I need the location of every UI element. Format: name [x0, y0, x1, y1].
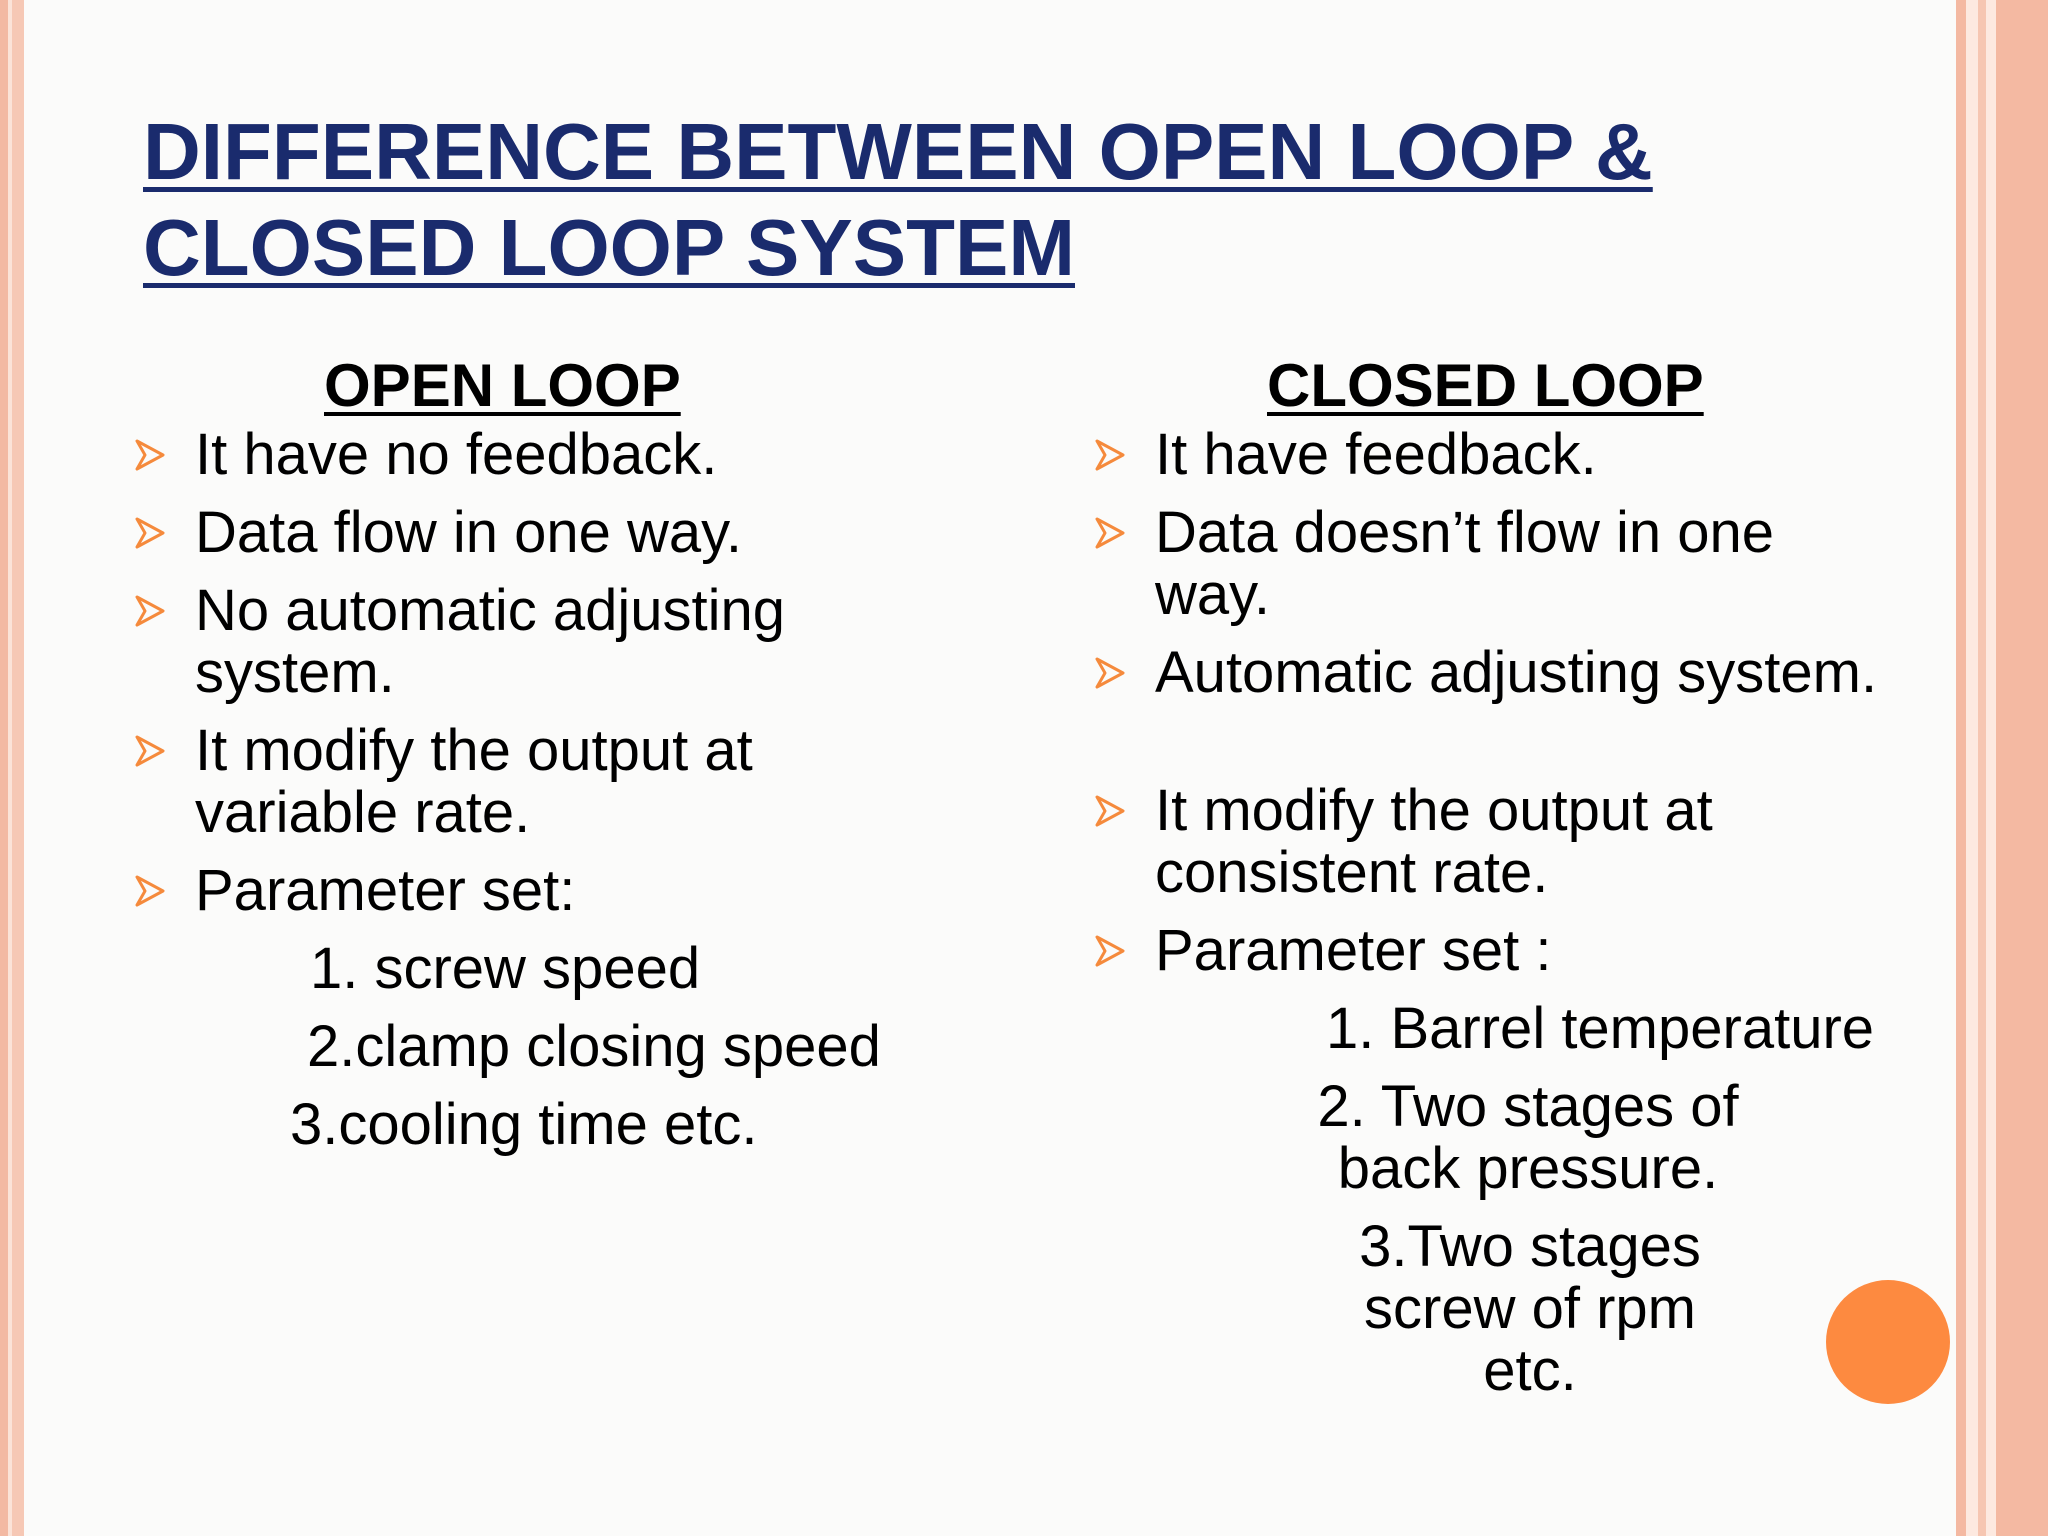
parameter-item: 3.cooling time etc. [290, 1092, 758, 1157]
list-item [1090, 502, 1845, 626]
list-item [1090, 424, 1950, 486]
list-item [1090, 780, 1835, 904]
spacer [1090, 720, 1950, 780]
parameter-item: 2. Two stages of back pressure. [1317, 1074, 1739, 1201]
list-item-text: Automatic adjusting system. [1155, 640, 1878, 705]
closed-loop-heading: CLOSED LOOP [1267, 352, 1704, 419]
list-item [130, 502, 1050, 564]
arrow-bullet-icon [135, 594, 165, 628]
list-item-text: No automatic adjusting system. [195, 578, 785, 705]
list-item-text: It modify the output at consistent rate. [1155, 778, 1713, 905]
list-item [130, 720, 915, 844]
slide-title [143, 104, 1703, 296]
list-item-text: Parameter set: [195, 858, 576, 923]
open-loop-heading: OPEN LOOP [324, 352, 681, 419]
list-item [130, 424, 1050, 486]
right-border-decoration [1956, 0, 2048, 1536]
arrow-bullet-icon [1095, 516, 1125, 550]
parameter-item: 1. Barrel temperature [1326, 996, 1875, 1061]
left-border-decoration [0, 0, 24, 1536]
list-item [130, 860, 1050, 922]
list-item [1090, 920, 1950, 982]
parameter-item: 3.Two stages screw of rpm etc. [1359, 1214, 1701, 1403]
arrow-bullet-icon [1095, 934, 1125, 968]
arrow-bullet-icon [135, 734, 165, 768]
arrow-bullet-icon [135, 874, 165, 908]
list-item-text: It have no feedback. [195, 422, 718, 487]
open-loop-column [130, 352, 1050, 1172]
arrow-bullet-icon [1095, 438, 1125, 472]
arrow-bullet-icon [1095, 794, 1125, 828]
list-item-text: It modify the output at variable rate. [195, 718, 753, 845]
list-item-text: It have feedback. [1155, 422, 1597, 487]
arrow-bullet-icon [135, 438, 165, 472]
arrow-bullet-icon [135, 516, 165, 550]
list-item [130, 580, 915, 704]
list-item [1090, 642, 1950, 704]
list-item-text: Parameter set : [1155, 918, 1552, 983]
decorative-circle [1826, 1280, 1950, 1404]
title-line-2: CLOSED LOOP SYSTEM [143, 203, 1075, 292]
title-line-1: DIFFERENCE BETWEEN OPEN LOOP & [143, 107, 1653, 196]
list-item-text: Data doesn’t flow in one way. [1155, 500, 1775, 627]
closed-loop-column [1090, 352, 1950, 1418]
list-item-text: Data flow in one way. [195, 500, 742, 565]
parameter-item: 2.clamp closing speed [307, 1014, 881, 1079]
arrow-bullet-icon [1095, 656, 1125, 690]
parameter-item: 1. screw speed [310, 936, 701, 1001]
